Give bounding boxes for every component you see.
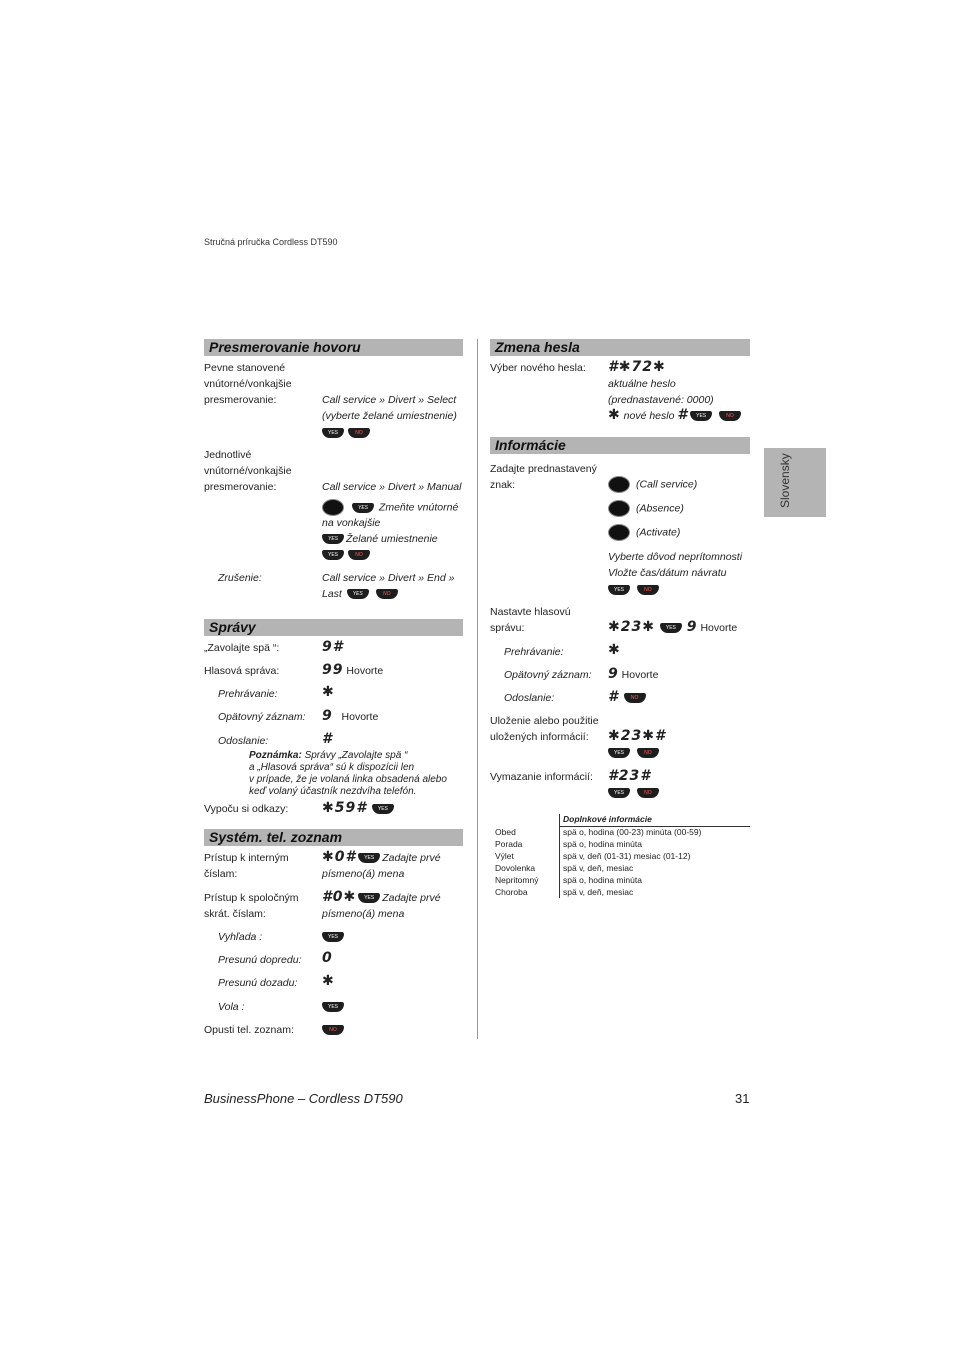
label: vnútorné/vonkajšie: [204, 378, 292, 390]
label: Opätovný záznam:: [218, 711, 306, 723]
key-row: [320, 929, 346, 945]
label: Zadajte prednastavený: [490, 463, 597, 475]
no-key-icon: NO: [719, 411, 741, 421]
no-key-icon: NO: [376, 589, 398, 599]
table-row: Choroba spä v, deň, mesiac: [495, 887, 634, 897]
section-heading-system: Systém. tel. zoznam: [204, 829, 463, 846]
key-sequence: #0✱ YES Zadajte prvé: [322, 889, 441, 905]
key-sequence: ✱: [322, 973, 335, 989]
key-row: [606, 582, 661, 598]
section-heading-informacie: Informácie: [490, 437, 750, 454]
key-sequence: ✱23✱ YES 9 Hovorte: [608, 619, 738, 635]
section-heading-presmerovanie: Presmerovanie hovoru: [204, 339, 463, 356]
no-key-icon: NO: [637, 748, 659, 758]
language-tab: Slovensky: [764, 448, 826, 517]
menu-path: Last YES NO: [322, 586, 400, 602]
key-sequence: 9#: [322, 639, 344, 655]
instruction: Vložte čas/dátum návratu: [608, 567, 727, 579]
instruction: (vyberte želané umiestnenie): [322, 410, 457, 422]
label: Opätovný záznam:: [504, 669, 592, 681]
instruction: písmeno(á) mena: [322, 868, 405, 880]
label: presmerovanie:: [204, 394, 277, 406]
yes-key-icon: YES: [358, 853, 380, 863]
nav-key-icon: [608, 500, 630, 517]
key-sequence: 99 Hovorte: [322, 662, 384, 678]
yes-key-icon: YES: [322, 428, 344, 438]
key-row: [320, 1022, 346, 1038]
label: číslam:: [204, 868, 238, 880]
instruction: aktuálne heslo: [608, 378, 676, 390]
yes-key-icon: YES: [352, 503, 374, 513]
label: Uloženie alebo použitie: [490, 715, 599, 727]
table-row: Nepritomný spä o, hodina minúta: [495, 875, 642, 885]
label: Vymazanie informácií:: [490, 771, 593, 783]
yes-key-icon: YES: [358, 893, 380, 903]
no-key-icon: NO: [637, 585, 659, 595]
label: Zrušenie:: [218, 572, 262, 584]
instruction: YES Želané umiestnenie: [320, 531, 438, 547]
yes-key-icon: YES: [608, 748, 630, 758]
nav-key-icon: [322, 499, 344, 516]
running-header: Stručná príručka Cordless DT590: [204, 237, 338, 247]
no-key-icon: NO: [624, 693, 646, 703]
no-key-icon: NO: [322, 1025, 344, 1035]
note: keď volaný účastník nezdvíha telefón.: [249, 786, 417, 797]
key-row: [606, 745, 661, 761]
instruction: písmeno(á) mena: [322, 908, 405, 920]
table-row: Obed spä o, hodina (00-23) minúta (00-59): [495, 827, 702, 837]
note: Poznámka: Správy „Zavolajte spä “: [249, 750, 408, 761]
key-row: [320, 425, 372, 441]
label: Jednotlivé: [204, 449, 252, 461]
label: skrát. číslam:: [204, 908, 266, 920]
label: Pevne stanovené: [204, 362, 286, 374]
label: Vypoču si odkazy:: [204, 803, 289, 815]
key-sequence: # NO: [608, 689, 648, 706]
no-key-icon: NO: [348, 428, 370, 438]
key-sequence: #✱72✱: [608, 359, 666, 375]
label: Nastavte hlasovú: [490, 606, 571, 618]
yes-key-icon: YES: [322, 1002, 344, 1012]
label: Odoslanie:: [218, 735, 269, 747]
yes-key-icon: YES: [608, 585, 630, 595]
label: znak:: [490, 479, 516, 491]
label: „Zavolajte spä “:: [204, 642, 280, 654]
key-sequence: 9 Hovorte: [608, 666, 659, 682]
note: v prípade, že je volaná linka obsadená alebo: [249, 774, 447, 785]
menu-path: Call service » Divert » Select: [322, 394, 457, 406]
yes-key-icon: YES: [372, 804, 394, 814]
label: Prehrávanie:: [218, 688, 278, 700]
key-sequence: ✱: [322, 684, 335, 700]
label: Presunú dopredu:: [218, 954, 302, 966]
footer-title: BusinessPhone – Cordless DT590: [204, 1091, 403, 1106]
nav-key-icon: [608, 524, 630, 541]
key-sequence: ✱0# YES Zadajte prvé: [322, 849, 441, 865]
key-sequence: 9 Hovorte: [322, 708, 379, 724]
section-heading-spravy: Správy: [204, 619, 463, 636]
label: Vola :: [218, 1001, 245, 1013]
table-row: Porada spä o, hodina minúta: [495, 839, 642, 849]
label: uložených informácií:: [490, 731, 589, 743]
label: Presunú dozadu:: [218, 977, 298, 989]
label: vnútorné/vonkajšie: [204, 465, 292, 477]
instruction: YES Zmeňte vnútorné: [322, 499, 458, 516]
label: Opusti tel. zoznam:: [204, 1024, 294, 1036]
key-sequence: ✱23✱#: [608, 728, 666, 744]
page-number: 31: [735, 1091, 750, 1106]
key-sequence: ✱: [608, 642, 621, 658]
nav-key-icon: [608, 476, 630, 493]
yes-key-icon: YES: [322, 534, 344, 544]
label: Prehrávanie:: [504, 646, 564, 658]
instruction: Vyberte dôvod neprítomnosti: [608, 551, 743, 563]
key-row: [320, 999, 346, 1015]
table-row: Dovolenka spä v, deň, mesiac: [495, 863, 634, 873]
key-sequence: 0: [322, 950, 333, 966]
label: Prístup k spoločným: [204, 892, 299, 904]
key-sequence: #: [322, 731, 333, 747]
key-row: [320, 547, 372, 563]
key-sequence: ✱59# YES: [322, 800, 396, 817]
label: Odoslanie:: [504, 692, 555, 704]
yes-key-icon: YES: [322, 932, 344, 942]
label: presmerovanie:: [204, 481, 277, 493]
yes-key-icon: YES: [690, 411, 712, 421]
yes-key-icon: YES: [347, 589, 369, 599]
yes-key-icon: YES: [608, 788, 630, 798]
label: Výber nového hesla:: [490, 362, 586, 374]
menu-path: Call service » Divert » End »: [322, 572, 455, 584]
no-key-icon: NO: [637, 788, 659, 798]
column-divider: [477, 339, 478, 1039]
instruction: (prednastavené: 0000): [608, 394, 714, 406]
instruction: ✱ nové heslo # YES NO: [608, 407, 743, 424]
note: a „Hlasová správa“ sú k dispozícii len: [249, 762, 415, 773]
table-row: Výlet spä v, deň (01-31) mesiac (01-12): [495, 851, 691, 861]
key-sequence: #23#: [608, 768, 651, 784]
instruction: na vonkajšie: [322, 517, 381, 529]
label: správu:: [490, 622, 525, 634]
menu-option: (Absence): [608, 500, 684, 517]
menu-option: (Call service): [608, 476, 697, 493]
section-heading-zmena: Zmena hesla: [490, 339, 750, 356]
yes-key-icon: YES: [322, 550, 344, 560]
label: Vyhľada :: [218, 931, 263, 943]
menu-option: (Activate): [608, 524, 680, 541]
key-row: [606, 785, 661, 801]
label: Hlasová správa:: [204, 665, 280, 677]
label: Prístup k interným: [204, 852, 289, 864]
no-key-icon: NO: [348, 550, 370, 560]
table-header: Doplnkové informácie: [563, 814, 652, 824]
yes-key-icon: YES: [660, 623, 682, 633]
menu-path: Call service » Divert » Manual: [322, 481, 462, 493]
